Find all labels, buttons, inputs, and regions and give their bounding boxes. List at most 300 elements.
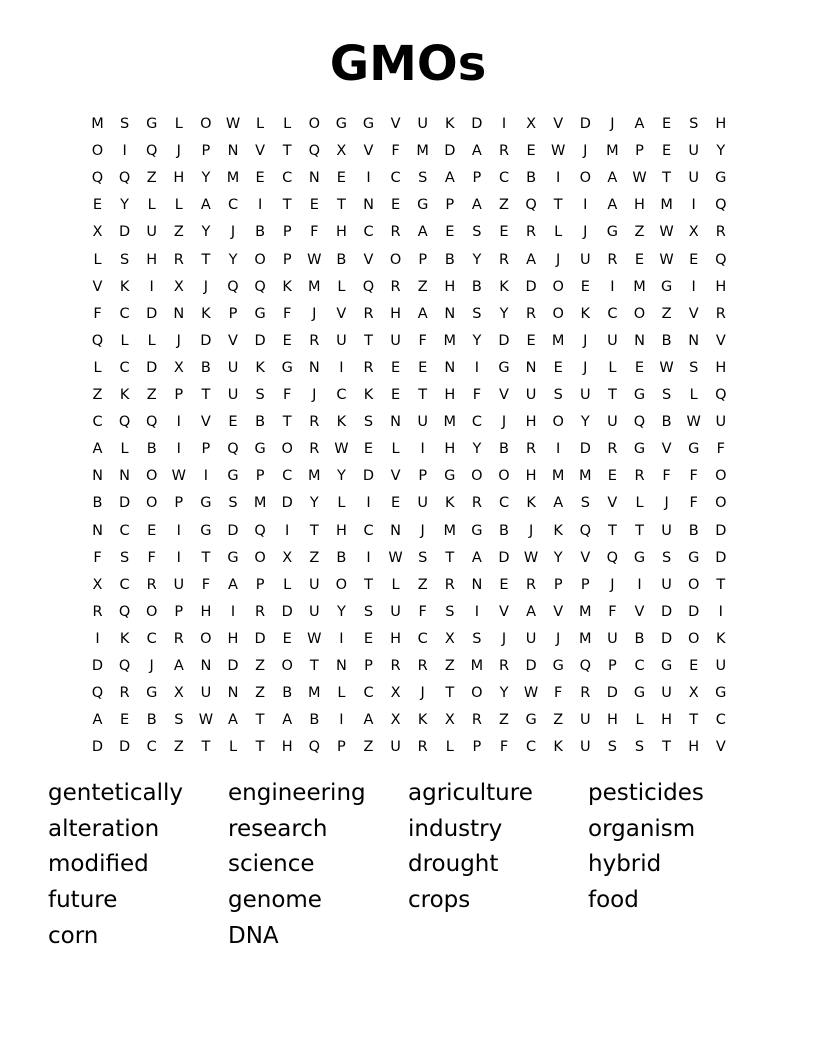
grid-letter: E <box>445 224 455 241</box>
grid-letter: W <box>523 549 539 566</box>
grid-letter: E <box>92 197 103 214</box>
grid-letter: N <box>634 332 645 349</box>
grid-letter: D <box>606 685 618 702</box>
grid-letter: J <box>420 685 425 702</box>
grid-letter: E <box>363 630 374 647</box>
grid-letter: C <box>227 197 239 214</box>
grid-letter: R <box>173 630 184 647</box>
grid-letter: Q <box>91 685 104 702</box>
grid-letter: D <box>254 332 266 349</box>
grid-letter: A <box>607 170 618 187</box>
grid-letter: S <box>661 549 672 566</box>
grid-letter: Q <box>308 739 320 756</box>
grid-letter: R <box>444 576 455 593</box>
grid-letter: P <box>174 387 184 403</box>
grid-letter: Q <box>715 251 727 268</box>
grid-letter: A <box>282 712 293 729</box>
grid-letter: H <box>688 739 700 756</box>
grid-letter: G <box>146 685 158 702</box>
grid-letter: K <box>119 387 130 403</box>
grid-letter: Q <box>254 522 266 539</box>
grid-letter: U <box>200 685 212 702</box>
grid-letter: Y <box>553 549 563 566</box>
grid-letter: H <box>200 603 212 620</box>
grid-letter: Q <box>579 522 591 539</box>
grid-letter: N <box>227 143 239 160</box>
grid-letter: R <box>526 576 537 593</box>
grid-letter: N <box>92 468 103 485</box>
grid-letter: O <box>633 305 646 322</box>
grid-letter: W <box>659 251 674 268</box>
grid-letter: Z <box>146 170 157 187</box>
grid-letter: F <box>147 549 156 566</box>
grid-letter: U <box>525 387 537 403</box>
grid-letter: X <box>390 685 401 702</box>
word-list-item: agriculture <box>408 780 533 806</box>
grid-letter: Z <box>444 658 455 674</box>
grid-letter: H <box>634 197 645 214</box>
grid-letter: D <box>146 359 158 376</box>
grid-letter: U <box>715 658 727 674</box>
grid-letter: O <box>281 658 293 674</box>
grid-letter: L <box>228 739 238 756</box>
grid-letter: U <box>579 387 591 403</box>
grid-letter: Y <box>201 224 211 241</box>
grid-letter: A <box>228 712 238 729</box>
grid-letter: D <box>281 495 293 512</box>
grid-letter: B <box>255 414 266 431</box>
grid-letter: R <box>309 441 320 458</box>
grid-letter: D <box>688 603 700 620</box>
grid-letter: M <box>633 278 646 295</box>
grid-letter: G <box>146 116 158 132</box>
grid-letter: E <box>418 359 428 376</box>
grid-letter: W <box>307 251 322 268</box>
grid-letter: F <box>391 143 400 160</box>
grid-letter: Y <box>580 414 590 431</box>
grid-letter: X <box>173 359 184 376</box>
grid-letter: K <box>119 278 130 295</box>
grid-letter: H <box>444 441 456 458</box>
grid-letter: S <box>363 603 374 620</box>
grid-letter: M <box>551 332 565 349</box>
grid-letter: M <box>470 658 484 674</box>
word-list-item: crops <box>408 887 471 914</box>
grid-letter: D <box>471 116 483 132</box>
grid-letter: L <box>554 224 563 241</box>
grid-letter: B <box>146 441 157 458</box>
grid-letter: U <box>308 603 320 620</box>
grid-letter: R <box>715 224 726 241</box>
grid-letter: O <box>471 468 483 485</box>
grid-letter: Q <box>227 441 239 458</box>
grid-letter: M <box>579 468 592 485</box>
grid-letter: P <box>472 170 482 187</box>
grid-letter: N <box>525 359 537 376</box>
grid-letter: Q <box>118 170 131 187</box>
grid-letter: C <box>526 739 537 756</box>
grid-letter: Q <box>579 658 591 674</box>
grid-letter: I <box>501 116 507 132</box>
grid-letter: Q <box>118 414 131 431</box>
grid-letter: H <box>335 522 347 539</box>
grid-letter: Z <box>255 685 266 702</box>
grid-letter: B <box>634 630 645 647</box>
grid-letter: G <box>688 441 700 458</box>
grid-letter: C <box>607 305 618 322</box>
grid-letter: Z <box>417 576 428 593</box>
letter-grid <box>84 111 734 761</box>
grid-letter: V <box>390 116 401 132</box>
grid-letter: D <box>119 495 131 512</box>
grid-letter: W <box>686 414 701 431</box>
grid-letter: R <box>363 359 374 376</box>
grid-letter: B <box>336 251 347 268</box>
grid-letter: T <box>445 685 455 702</box>
grid-letter: S <box>580 495 590 512</box>
grid-letter: Q <box>227 278 239 295</box>
grid-letter: H <box>715 359 727 376</box>
grid-letter: C <box>634 658 645 674</box>
grid-letter: M <box>443 332 457 349</box>
grid-letter: B <box>661 332 672 349</box>
grid-letter: V <box>255 143 266 160</box>
grid-letter: J <box>583 143 588 160</box>
grid-letter: G <box>660 658 673 674</box>
grid-letter: O <box>687 576 700 593</box>
grid-letter: U <box>525 630 537 647</box>
grid-letter: K <box>716 630 726 647</box>
grid-letter: N <box>363 197 374 214</box>
grid-letter: I <box>149 278 154 295</box>
grid-letter: E <box>634 359 645 376</box>
grid-letter: R <box>498 143 510 160</box>
grid-letter: O <box>552 305 564 322</box>
grid-letter: G <box>606 224 619 241</box>
grid-letter: S <box>363 414 374 431</box>
grid-letter: B <box>526 170 537 187</box>
word-list-item: hybrid <box>588 851 662 878</box>
grid-letter: Q <box>715 197 727 214</box>
grid-letter: V <box>92 278 103 295</box>
grid-letter: Z <box>173 224 184 241</box>
grid-letter: X <box>92 224 103 241</box>
grid-letter: E <box>526 143 536 160</box>
grid-letter: T <box>336 197 346 214</box>
grid-letter: D <box>227 658 239 674</box>
grid-letter: Q <box>525 197 537 214</box>
grid-letter: U <box>579 251 591 268</box>
word-list-item: drought <box>408 851 499 878</box>
grid-letter: S <box>472 305 482 322</box>
grid-letter: R <box>119 685 130 702</box>
grid-letter: M <box>443 522 457 539</box>
grid-letter: H <box>281 739 293 756</box>
grid-letter: V <box>607 495 618 512</box>
grid-letter: S <box>472 224 482 241</box>
grid-letter: Q <box>91 170 104 187</box>
grid-letter: C <box>119 359 130 376</box>
grid-letter: T <box>635 522 644 539</box>
grid-letter: J <box>610 576 615 593</box>
word-list-item: DNA <box>228 922 279 949</box>
grid-letter: I <box>285 522 290 539</box>
grid-letter: N <box>471 576 483 593</box>
grid-letter: J <box>203 278 209 295</box>
grid-letter: O <box>335 576 348 593</box>
grid-letter: R <box>417 658 428 674</box>
grid-letter: I <box>556 170 561 187</box>
grid-letter: D <box>715 522 727 539</box>
grid-letter: I <box>691 197 696 214</box>
word-list-item: science <box>228 851 315 878</box>
grid-letter: L <box>147 332 156 349</box>
grid-letter: C <box>363 224 374 241</box>
grid-letter: X <box>173 278 184 295</box>
grid-letter: G <box>633 387 646 403</box>
word-list-item: food <box>588 887 639 914</box>
grid-letter: Y <box>472 441 482 458</box>
grid-letter: D <box>525 658 537 674</box>
grid-letter: T <box>201 549 211 566</box>
grid-letter: U <box>390 332 401 349</box>
grid-letter: I <box>366 549 371 566</box>
grid-letter: D <box>362 468 375 485</box>
grid-letter: O <box>471 685 483 702</box>
grid-letter: P <box>418 468 428 485</box>
grid-letter: O <box>579 170 591 187</box>
grid-letter: T <box>607 522 617 539</box>
grid-letter: E <box>391 495 401 512</box>
grid-letter: Q <box>254 278 266 295</box>
grid-letter: G <box>200 495 212 512</box>
grid-letter: F <box>499 739 509 756</box>
grid-letter: C <box>119 576 130 593</box>
grid-letter: I <box>230 603 236 620</box>
grid-letter: J <box>528 522 534 539</box>
grid-letter: N <box>444 305 456 322</box>
grid-letter: W <box>307 630 322 647</box>
grid-letter: Y <box>228 251 238 268</box>
grid-letter: R <box>526 441 537 458</box>
grid-letter: L <box>391 441 400 458</box>
grid-letter: B <box>444 251 455 268</box>
grid-letter: D <box>254 630 266 647</box>
grid-letter: X <box>526 116 537 132</box>
grid-letter: H <box>715 278 727 295</box>
grid-letter: G <box>362 116 375 132</box>
grid-letter: T <box>309 522 319 539</box>
grid-letter: F <box>93 549 102 566</box>
grid-letter: I <box>176 414 181 431</box>
grid-letter: A <box>363 712 374 729</box>
grid-letter: P <box>553 576 563 593</box>
grid-letter: J <box>583 224 588 241</box>
grid-letter: O <box>389 251 402 268</box>
grid-letter: B <box>336 549 347 566</box>
grid-letter: G <box>715 685 727 702</box>
grid-letter: R <box>526 305 537 322</box>
grid-letter: O <box>308 116 320 132</box>
grid-letter: C <box>282 170 293 187</box>
grid-letter: O <box>715 495 727 512</box>
grid-letter: B <box>309 712 320 729</box>
grid-letter: M <box>308 278 321 295</box>
grid-letter: V <box>634 603 645 620</box>
grid-letter: P <box>364 658 373 674</box>
grid-letter: H <box>227 630 239 647</box>
grid-letter: V <box>390 468 401 485</box>
grid-letter: U <box>579 739 591 756</box>
grid-letter: D <box>200 332 212 349</box>
grid-letter: B <box>92 495 103 512</box>
grid-letter: A <box>417 305 428 322</box>
grid-letter: E <box>255 170 265 187</box>
grid-letter: R <box>92 603 103 620</box>
grid-letter: H <box>335 224 347 241</box>
grid-letter: E <box>282 630 292 647</box>
grid-letter: R <box>173 251 184 268</box>
grid-letter: P <box>201 441 211 458</box>
grid-letter: K <box>255 359 265 376</box>
grid-letter: Q <box>145 143 158 160</box>
grid-letter: R <box>309 414 320 431</box>
grid-letter: K <box>553 739 563 756</box>
grid-letter: I <box>691 278 696 295</box>
grid-letter: T <box>201 387 211 403</box>
grid-letter: T <box>201 251 211 268</box>
grid-letter: K <box>445 495 455 512</box>
grid-letter: G <box>498 359 510 376</box>
grid-letter: I <box>339 359 344 376</box>
grid-letter: B <box>688 522 699 539</box>
grid-letter: L <box>635 495 644 512</box>
grid-letter: D <box>281 603 293 620</box>
grid-letter: T <box>689 712 699 729</box>
grid-letter: S <box>661 387 672 403</box>
grid-letter: R <box>715 305 726 322</box>
grid-letter: K <box>553 522 563 539</box>
grid-letter: C <box>336 387 347 403</box>
grid-letter: E <box>580 278 590 295</box>
grid-letter: T <box>364 576 373 593</box>
grid-letter: O <box>552 414 564 431</box>
word-list-item: research <box>228 815 328 842</box>
grid-letter: T <box>282 414 292 431</box>
grid-letter: M <box>416 143 429 160</box>
grid-letter: O <box>498 468 510 485</box>
grid-letter: G <box>715 170 727 187</box>
grid-letter: J <box>501 630 507 647</box>
grid-letter: Q <box>308 143 320 160</box>
grid-letter: O <box>687 630 700 647</box>
grid-letter: G <box>227 468 239 485</box>
grid-letter: U <box>146 224 157 241</box>
grid-letter: G <box>335 116 348 132</box>
grid-letter: B <box>255 224 266 241</box>
grid-letter: H <box>606 712 618 729</box>
grid-letter: M <box>579 603 592 620</box>
grid-letter: R <box>255 603 266 620</box>
grid-letter: G <box>633 441 646 458</box>
grid-letter: G <box>254 441 266 458</box>
grid-letter: B <box>146 712 157 729</box>
grid-letter: A <box>553 495 564 512</box>
grid-letter: S <box>418 170 428 187</box>
grid-letter: L <box>337 685 346 702</box>
grid-letter: F <box>283 305 292 322</box>
grid-letter: K <box>201 305 211 322</box>
grid-letter: T <box>201 739 211 756</box>
grid-letter: H <box>390 305 402 322</box>
grid-letter: Y <box>336 468 346 485</box>
grid-letter: Z <box>255 658 266 674</box>
grid-letter: I <box>176 549 181 566</box>
grid-letter: V <box>661 441 672 458</box>
grid-letter: Z <box>661 305 672 322</box>
grid-letter: N <box>173 305 185 322</box>
grid-letter: S <box>689 116 699 132</box>
grid-letter: B <box>200 359 211 376</box>
grid-letter: F <box>554 685 563 702</box>
page-title: GMOs <box>329 36 487 92</box>
grid-letter: F <box>662 468 671 485</box>
grid-letter: Z <box>634 224 645 241</box>
grid-letter: B <box>471 278 482 295</box>
grid-letter: V <box>363 143 374 160</box>
grid-letter: S <box>472 630 482 647</box>
grid-letter: R <box>309 332 320 349</box>
grid-letter: D <box>146 305 158 322</box>
grid-letter: J <box>610 116 615 132</box>
grid-letter: X <box>688 224 699 241</box>
grid-letter: S <box>607 739 617 756</box>
grid-letter: E <box>526 332 536 349</box>
grid-letter: Z <box>417 278 428 295</box>
grid-letter: S <box>553 387 563 403</box>
grid-letter: G <box>417 197 429 214</box>
grid-letter: I <box>718 603 723 620</box>
grid-letter: I <box>339 630 344 647</box>
grid-letter: T <box>553 197 563 214</box>
grid-letter: P <box>445 197 455 214</box>
grid-letter: D <box>91 739 104 756</box>
grid-letter: O <box>145 468 158 485</box>
grid-letter: P <box>282 224 292 241</box>
grid-letter: G <box>688 549 700 566</box>
grid-letter: M <box>579 630 592 647</box>
grid-letter: I <box>583 197 588 214</box>
grid-letter: Q <box>145 414 158 431</box>
grid-letter: S <box>255 387 265 403</box>
grid-letter: N <box>390 414 402 431</box>
grid-letter: K <box>119 630 130 647</box>
grid-letter: H <box>444 278 456 295</box>
grid-letter: A <box>607 197 618 214</box>
grid-letter: I <box>556 441 561 458</box>
grid-letter: W <box>659 224 674 241</box>
grid-letter: D <box>525 278 537 295</box>
grid-letter: G <box>471 522 483 539</box>
grid-letter: S <box>418 549 428 566</box>
grid-letter: N <box>444 359 456 376</box>
grid-letter: L <box>120 332 129 349</box>
word-list-item: organism <box>588 815 696 842</box>
grid-letter: Z <box>499 712 509 729</box>
grid-letter: W <box>659 359 674 376</box>
grid-letter: U <box>607 332 618 349</box>
grid-letter: C <box>363 685 374 702</box>
